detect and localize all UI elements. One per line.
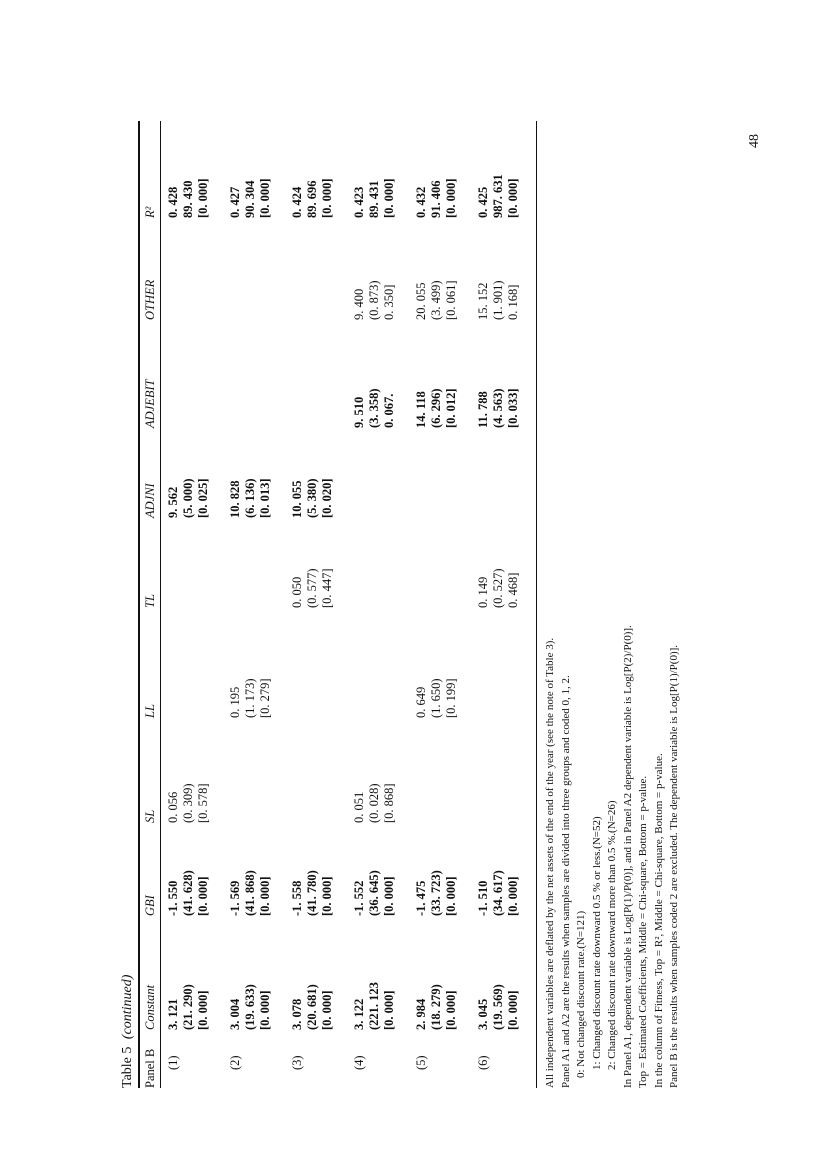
column-header: ADJEBIT (143, 379, 157, 428)
table-row (476, 121, 492, 1088)
table-cell: (1. 901) (490, 280, 505, 320)
table-row (320, 121, 336, 1088)
table-cell: (1. 650) (428, 678, 443, 718)
table-row (196, 121, 212, 1088)
table-cell: 3. 045 (476, 998, 490, 1030)
table-cell: 89. 430 (180, 180, 195, 218)
note-line: Panel B is the results when samples coded 2 are excluded. The dependent variable is Log[P(1)/P(0)]. (668, 644, 680, 1088)
table-cell: -1. 475 (414, 880, 428, 916)
table-cell: (6. 136) (242, 478, 257, 518)
table-row (491, 121, 507, 1088)
table-cell: (0. 028) (366, 783, 381, 823)
table-cell: 3. 122 (352, 998, 366, 1030)
table-cell: [0. 000] (257, 990, 272, 1030)
table-caption (120, 975, 136, 1088)
table-cell: 91. 406 (428, 180, 443, 218)
table-cell: [0. 000] (257, 178, 272, 218)
table-notes (543, 128, 683, 1088)
column-header: ADJNI (143, 483, 157, 518)
table-cell: [0. 000] (443, 178, 458, 218)
table-cell: (18. 279) (428, 984, 443, 1030)
note-line: In the column of Fitness, Top = R², Middle = Chi-square, Bottom = p-value. (652, 753, 665, 1088)
table-cell: -1. 552 (352, 880, 366, 916)
table-cell: [0. 000] (257, 876, 272, 916)
model-label: (5) (414, 1055, 428, 1070)
table-row (429, 121, 445, 1088)
table-caption-title: Table 5 (120, 1046, 135, 1088)
table-cell: 0. 350] (381, 284, 396, 320)
table-cell: 0. 425 (476, 186, 490, 218)
column-header: R² (143, 206, 157, 218)
table-cell: (21. 290) (180, 984, 195, 1030)
table-cell: 14. 118 (414, 391, 428, 428)
table-cell: 10. 828 (228, 480, 242, 518)
table-cell: -1. 510 (476, 880, 490, 916)
table-row (258, 121, 274, 1088)
table-cell: [0. 578] (195, 783, 210, 823)
model-label: (1) (166, 1055, 180, 1070)
column-header: SL (143, 809, 157, 823)
table-cell: (6. 296) (428, 388, 443, 428)
table-cell: (5. 000) (180, 478, 195, 518)
table-cell: 89. 431 (366, 180, 381, 218)
table-cell: [0. 000] (319, 178, 334, 218)
column-header: TL (143, 594, 157, 608)
table-cell: [0. 000] (195, 178, 210, 218)
note-line: 2: Changed discount rate downward more than 0.5 %.(N=26) (606, 800, 618, 1070)
table-cell: [0. 013] (257, 478, 272, 518)
table-row (382, 121, 398, 1088)
table-cell: 0. 427 (228, 186, 242, 218)
table-cell: (3. 499) (428, 280, 443, 320)
table-cell: (34. 617) (490, 870, 505, 916)
table-cell: [0. 000] (505, 876, 520, 916)
table-cell: (0. 527) (490, 568, 505, 608)
table-cell: [0. 000] (505, 178, 520, 218)
model-label: (2) (228, 1055, 242, 1070)
column-header: Constant (143, 984, 157, 1030)
table-cell: [0. 033] (505, 388, 520, 428)
table-cell: 3. 004 (228, 998, 242, 1030)
table-cell: (3. 358) (366, 388, 381, 428)
column-header: OTHER (143, 279, 157, 320)
table-cell: 0. 051 (352, 791, 366, 823)
model-label: (4) (352, 1055, 366, 1070)
table-cell: -1. 558 (290, 880, 304, 916)
table-cell: [0. 000] (381, 876, 396, 916)
table-cell: 0. 468] (505, 572, 520, 608)
table-cell: 0. 649 (414, 686, 428, 718)
model-label: (6) (476, 1055, 490, 1070)
table-row (243, 121, 259, 1088)
table-cell: 987. 631 (490, 174, 505, 218)
table-cell: -1. 569 (228, 880, 242, 916)
table-cell: [0. 000] (443, 876, 458, 916)
table-rule (138, 121, 140, 1088)
table-row (444, 121, 460, 1088)
table-cell: [0. 000] (195, 876, 210, 916)
table-cell: [0. 020] (319, 478, 334, 518)
table-row (352, 121, 368, 1088)
table-rule (536, 121, 537, 1088)
table-cell: 0. 056 (166, 791, 180, 823)
table-cell: 11. 788 (476, 391, 490, 428)
table-row (414, 121, 430, 1088)
table-cell: [0. 061] (443, 280, 458, 320)
table-cell: (0. 577) (304, 568, 319, 608)
table-cell: (1. 173) (242, 678, 257, 718)
table-cell: 2. 984 (414, 998, 428, 1030)
note-line: Top = Estimated Coefficients, Middle = Chi-square, Bottom = p-value. (637, 775, 649, 1088)
table-cell: (41. 780) (304, 870, 319, 916)
table-cell: [0. 199] (443, 678, 458, 718)
table-cell: 89. 696 (304, 180, 319, 218)
table-cell: [0. 000] (319, 876, 334, 916)
table-row (228, 121, 244, 1088)
column-header: Panel B (143, 1048, 157, 1088)
table-cell: 0. 432 (414, 186, 428, 218)
table-cell: (0. 309) (180, 783, 195, 823)
table-cell: (221. 123 (366, 982, 381, 1030)
table-cell: (19. 633) (242, 984, 257, 1030)
table-cell: 0. 168] (505, 284, 520, 320)
table-cell: [0. 000] (443, 990, 458, 1030)
table-cell: 3. 121 (166, 998, 180, 1030)
table-cell: 9. 510 (352, 396, 366, 428)
table-cell: (19. 569) (490, 984, 505, 1030)
table-row (181, 121, 197, 1088)
table-row (367, 121, 383, 1088)
table-cell: 0. 195 (228, 686, 242, 718)
table-cell: [0. 000] (195, 990, 210, 1030)
table-cell: [0. 000] (381, 990, 396, 1030)
table-header-row (143, 121, 159, 1088)
table-row (305, 121, 321, 1088)
note-line: In Panel A1, dependent variable is Log[P(1)/P(0)], and in Panel A2 dependent variable is Log[P(2)/P(0)]. (621, 625, 634, 1088)
table-cell: 0. 428 (166, 186, 180, 218)
table-cell: [0. 868] (381, 783, 396, 823)
table-cell: [0. 000] (505, 990, 520, 1030)
table-cell: (20. 681) (304, 984, 319, 1030)
table-row (290, 121, 306, 1088)
note-line: 1: Changed discount rate downward 0.5 % or less.(N=52) (590, 816, 603, 1070)
column-header: GBI (143, 895, 157, 916)
table-cell: 0. 067. (381, 393, 396, 428)
note-line: All independent variables are deflated by the net assets of the end of the year (see the note of Table 3). (544, 637, 556, 1088)
table-cell: 20. 055 (414, 282, 428, 320)
column-header: LL (143, 704, 157, 718)
table-row (166, 121, 182, 1088)
table-cell: (4. 563) (490, 388, 505, 428)
table-cell: 0. 149 (476, 576, 490, 608)
table-cell: 90. 304 (242, 180, 257, 218)
table-cell: [0. 025] (195, 478, 210, 518)
table-cell: 0. 423 (352, 186, 366, 218)
table-cell: [0. 447] (319, 568, 334, 608)
table-cell: 0. 050 (290, 576, 304, 608)
table-cell: 10. 055 (290, 480, 304, 518)
table-row (506, 121, 522, 1088)
table-cell: (41. 868) (242, 870, 257, 916)
table-caption-continued: (continued) (120, 974, 135, 1040)
table-cell: [0. 279] (257, 678, 272, 718)
table-cell: (36. 645) (366, 870, 381, 916)
model-label: (3) (290, 1055, 304, 1070)
note-line: 0: Not changed discount rate.(N=121) (575, 910, 587, 1078)
table-cell: 9. 400 (352, 288, 366, 320)
table-cell: (0. 873) (366, 280, 381, 320)
table-cell: -1. 550 (166, 880, 180, 916)
table-cell: (5. 380) (304, 478, 319, 518)
table-cell: 3. 078 (290, 998, 304, 1030)
table-cell: [0. 000] (381, 178, 396, 218)
note-line: Panel A1 and A2 are the results when samples are divided into three groups and coded 0, 1, 2. (559, 675, 572, 1088)
table-cell: 0. 424 (290, 186, 304, 218)
table-cell: [0. 012] (443, 388, 458, 428)
table-cell: (41. 628) (180, 870, 195, 916)
table-cell: (33. 723) (428, 870, 443, 916)
page-number: 48 (747, 134, 762, 148)
table-cell: [0. 000] (319, 990, 334, 1030)
table-cell: 15. 152 (476, 282, 490, 320)
table-rule (160, 121, 161, 1088)
table-cell: 9. 562 (166, 486, 180, 518)
